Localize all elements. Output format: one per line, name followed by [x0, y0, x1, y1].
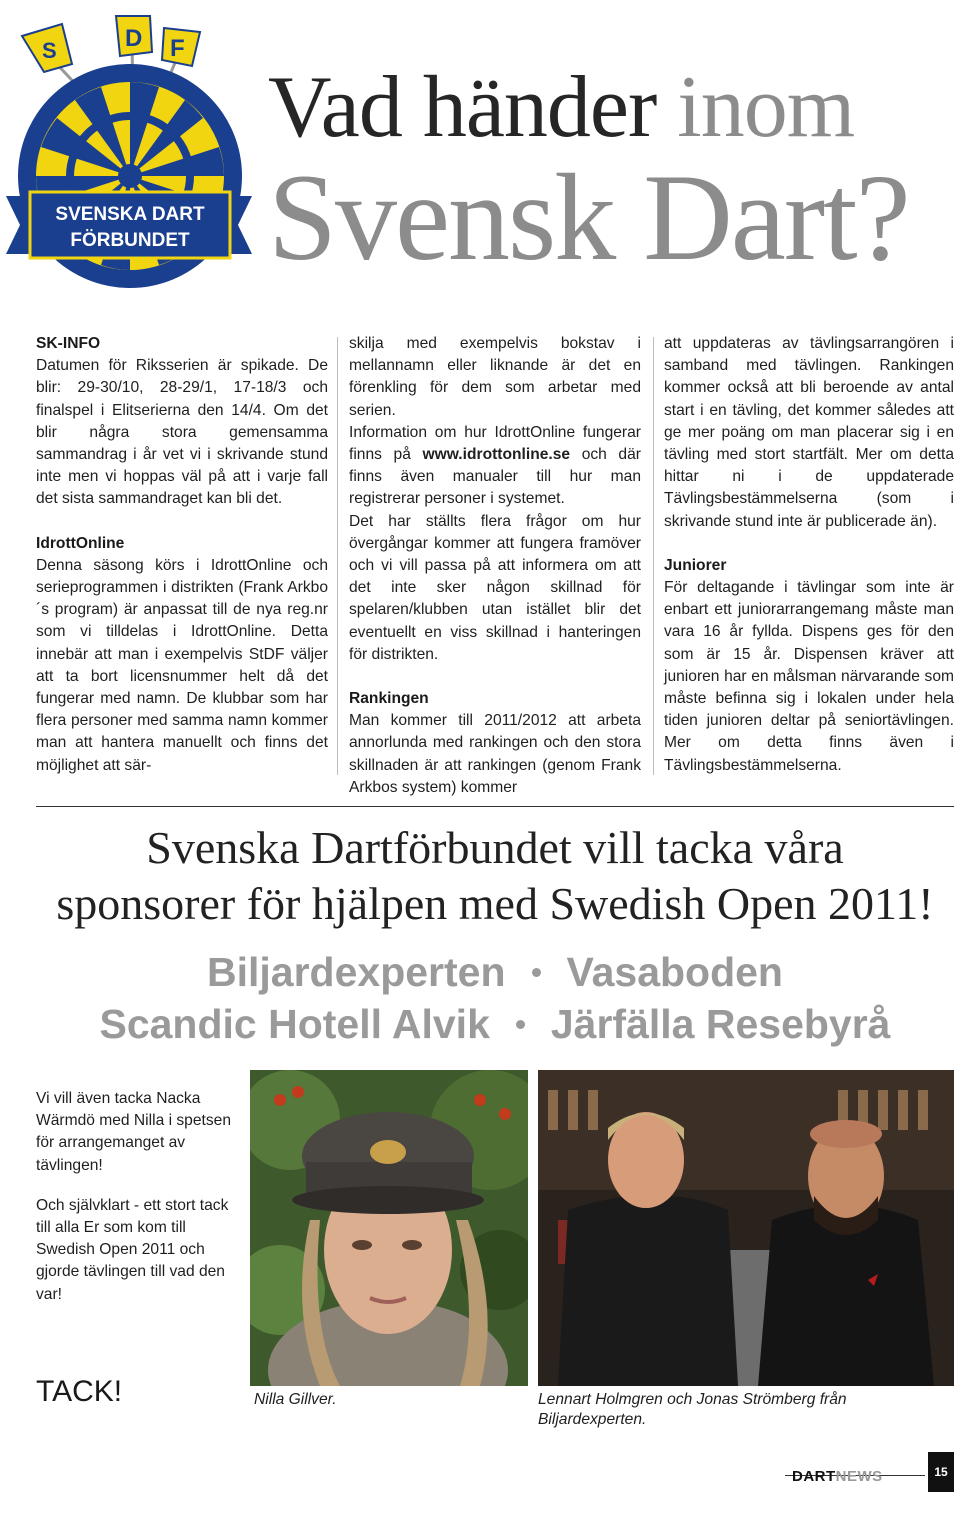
- headline-part1: Vad händer: [268, 59, 657, 156]
- paragraph: Det har ställts flera frågor om hur övergångar kommer att fungera framöver och vi vill passa på att informera om att det inte sker någon skillnad för spelaren/klubben utan istället blir det eventuellt en viss skillnad i hanteringen för distrikten.: [349, 512, 641, 663]
- column-2: [349, 333, 641, 799]
- paragraph: För deltagande i tävlingar som inte är enbart ett juniorarrangemang måste man vara 16 år fyllda. Dispens ges för den som är 15 år. Dispensen kräver att junioren har en målsman närvarande som måste befinna sig i lokalen under hela tiden junioren deltar på seniortävlingen. Mer om detta finns även i Tävlingsbestämmelserna.: [664, 579, 954, 774]
- paragraph: skilja med exempelvis bokstav i mellannamn eller liknande är det en förenkling för dem som arbetar med serien.: [349, 335, 641, 419]
- sponsor-name: Biljardexperten: [207, 949, 506, 995]
- photo-caption: Nilla Gillver.: [254, 1391, 337, 1408]
- paragraph: Man kommer till 2011/2012 att arbeta annorlunda med rankingen och den stora skillnaden är att rankingen (genom Frank Arkbos system) kommer: [349, 712, 641, 796]
- bullet-icon: [532, 968, 541, 977]
- svg-text:S: S: [42, 38, 57, 63]
- svg-text:FÖRBUNDET: FÖRBUNDET: [70, 230, 190, 251]
- sponsor-name: Järfälla Resebyrå: [550, 1001, 891, 1047]
- idrottonline-link[interactable]: www.idrottonline.se: [422, 446, 571, 464]
- section-heading-idrottonline: IdrottOnline: [36, 534, 125, 552]
- paragraph: att uppdateras av tävlingsarrangören i samband med tävlingen. Rankingen kommer också att bli beroende av antal start i en tävling, det kommer således att ge mer poäng om man placerar sig i en tävling med stort startfält. Mer om detta hittar ni i de uppdaterade Tävlingsbestämmelserna (som i skrivande stund inte är publicerade än).: [664, 335, 954, 530]
- paragraph: Denna säsong körs i IdrottOnline och serieprogrammen i distrikten (Frank Arkbo´s program) är anpassat till de nya reg.nr som vi tilldelas i IdrottOnline. Detta innebär att man i exempelvis StDF väljer att ta bort licensnummer helt då det fungerar med namn. De klubbar som har flera personer med samma namn kommer man att hantera manuellt och finns det möjlighet att sär-: [36, 556, 328, 774]
- sponsor-name: Scandic Hotell Alvik: [99, 1001, 490, 1047]
- paragraph: Vi vill även tacka Nacka Wärmdö med Nilla i spetsen för arrangemanget av tävlingen!: [36, 1090, 231, 1174]
- sponsor-list: [0, 946, 960, 1050]
- paragraph: Information om hur IdrottOnline fungerar finns på www.idrottonline.se och där finns även manualer till hur man registrerar personer i systemet.: [349, 423, 641, 508]
- article-columns: [36, 333, 956, 796]
- svg-text:F: F: [170, 35, 185, 62]
- page-headline: [268, 59, 909, 286]
- column-1: [36, 333, 328, 777]
- tack-text: TACK!: [36, 1375, 123, 1408]
- svenska-dartforbundet-logo: [4, 6, 254, 296]
- svg-text:SVENSKA DART: SVENSKA DART: [55, 204, 205, 225]
- page-number: 15: [928, 1452, 954, 1492]
- photo-lennart-holmgren-jonas-stromberg: [538, 1070, 954, 1386]
- photo-caption: Lennart Holmgren och Jonas Strömberg från Biljardexperten.: [538, 1391, 847, 1428]
- paragraph: Och självklart - ett stort tack till alla Er som kom till Swedish Open 2011 och gjorde tävlingen till vad den var!: [36, 1196, 229, 1303]
- dartnews-brand: DARTNEWS: [792, 1468, 883, 1485]
- side-note: [36, 1088, 236, 1324]
- logo-banner: [6, 192, 252, 258]
- photo-nilla-gillver: [250, 1070, 528, 1386]
- section-heading-rankingen: Rankingen: [349, 690, 429, 708]
- paragraph: Datumen för Riksserien är spikade. De blir: 29-30/10, 28-29/1, 17-18/3 och finalspel i Elitserierna den 14/4. Om det blir några stora gemensamma sammandrag i år vet vi i skrivande stund inte men vi hoppas väl på att i varje fall det sista sammandraget kan bli det.: [36, 357, 328, 508]
- headline-line2: Svensk Dart?: [268, 149, 909, 286]
- headline-part2: inom: [677, 59, 855, 156]
- sponsor-thanks-heading: Svenska Dartförbundet vill tacka våra sponsorer för hjälpen med Swedish Open 2011!: [56, 822, 934, 929]
- bullet-icon: [516, 1020, 525, 1029]
- sponsor-name: Vasaboden: [566, 949, 783, 995]
- section-heading-sk-info: SK-INFO: [36, 335, 101, 352]
- section-heading-juniorer: Juniorer: [664, 556, 727, 574]
- section-divider: [36, 806, 954, 807]
- column-3: [664, 333, 954, 777]
- svg-text:D: D: [125, 25, 143, 52]
